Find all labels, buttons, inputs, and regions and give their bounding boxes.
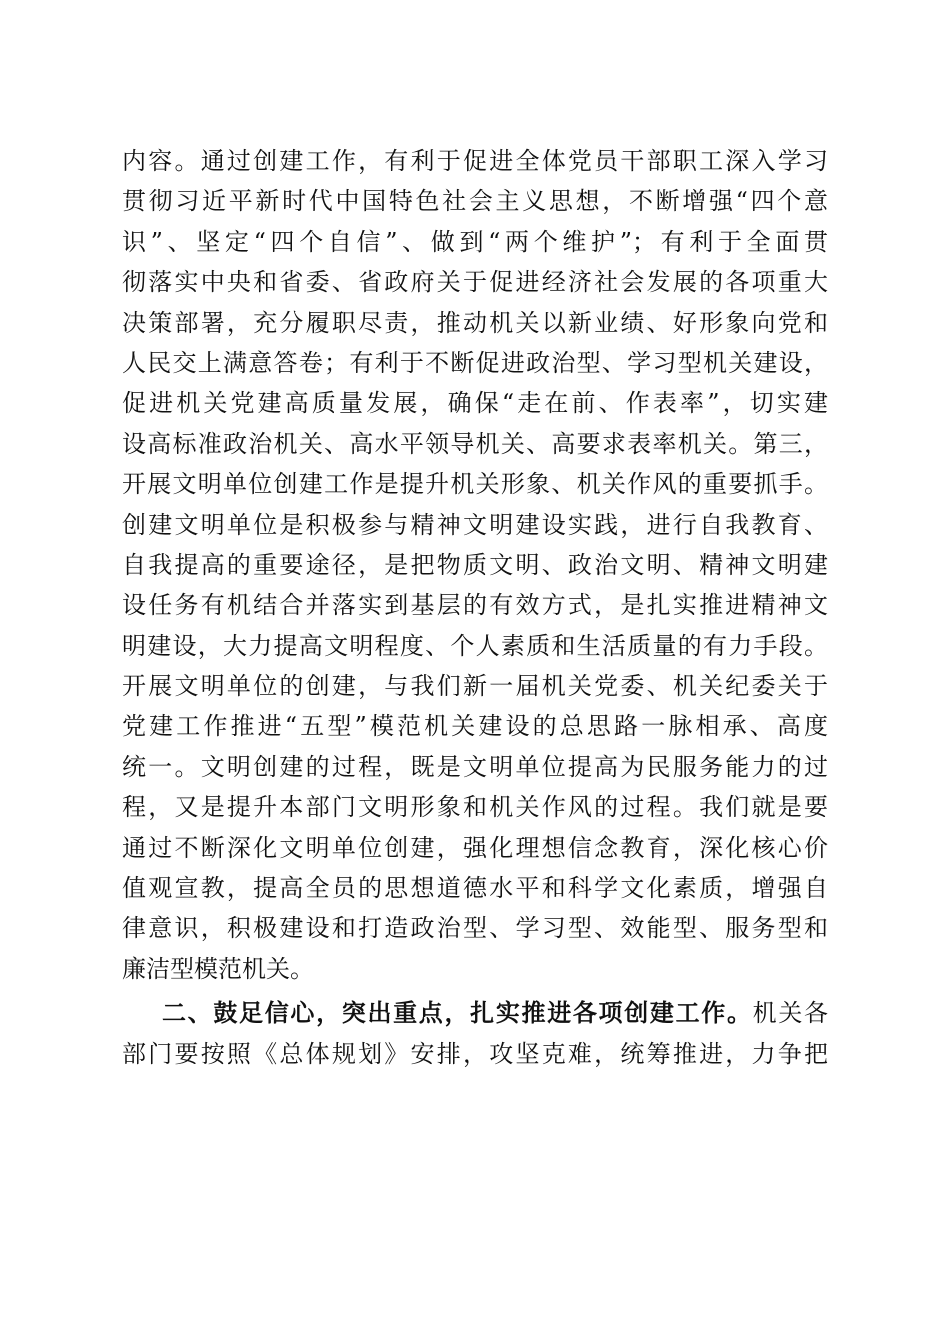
text-line: 程，又是提升本部门文明形象和机关作风的过程。我们就是要 <box>122 793 828 822</box>
text-line: 党建工作推进“五型”模范机关建设的总思路一脉相承、高度 <box>122 712 828 741</box>
text-line: 廉洁型模范机关。 <box>122 954 314 983</box>
text-line: 开展文明单位创建工作是提升机关形象、机关作风的重要抓手。 <box>122 470 828 499</box>
text-line: 值观宣教，提高全员的思想道德水平和科学文化素质，增强自 <box>122 874 828 903</box>
text-line: 统一。文明创建的过程，既是文明单位提高为民服务能力的过 <box>122 752 828 781</box>
text-line: 明建设，大力提高文明程度、个人素质和生活质量的有力手段。 <box>122 631 828 660</box>
text-line: 创建文明单位是积极参与精神文明建设实践，进行自我教育、 <box>122 510 828 539</box>
text-line: 识”、坚定“四个自信”、做到“两个维护”；有利于全面贯 <box>122 227 828 256</box>
section-two <box>122 993 828 1074</box>
paragraph-significance <box>122 141 828 989</box>
section-heading: 二、鼓足信心，突出重点，扎实推进各项创建工作。 <box>162 999 753 1028</box>
text-line: 贯彻习近平新时代中国特色社会主义思想，不断增强“四个意 <box>122 187 828 216</box>
text-line: 自我提高的重要途径，是把物质文明、政治文明、精神文明建 <box>122 550 828 579</box>
text-line: 部门要按照《总体规划》安排，攻坚克难，统筹推进，力争把 <box>122 1039 828 1068</box>
text-line: 人民交上满意答卷；有利于不断促进政治型、学习型机关建设， <box>122 348 828 377</box>
text-line: 设任务有机结合并落实到基层的有效方式，是扎实推进精神文 <box>122 591 828 620</box>
text-line: 开展文明单位的创建，与我们新一届机关党委、机关纪委关于 <box>122 672 828 701</box>
text-line: 决策部署，充分履职尽责，推动机关以新业绩、好形象向党和 <box>122 308 828 337</box>
document-body <box>122 141 828 1074</box>
text-line: 彻落实中央和省委、省政府关于促进经济社会发展的各项重大 <box>122 268 828 297</box>
text-line: 促进机关党建高质量发展，确保“走在前、作表率”，切实建 <box>122 389 828 418</box>
text-line: 律意识，积极建设和打造政治型、学习型、效能型、服务型和 <box>122 914 828 943</box>
section-heading-continuation: 机关各 <box>752 999 829 1028</box>
text-line: 通过不断深化文明单位创建，强化理想信念教育，深化核心价 <box>122 833 828 862</box>
text-line: 设高标准政治机关、高水平领导机关、高要求表率机关。第三， <box>122 429 828 458</box>
section-heading-line <box>122 993 828 1033</box>
text-line: 内容。通过创建工作，有利于促进全体党员干部职工深入学习 <box>122 147 828 175</box>
